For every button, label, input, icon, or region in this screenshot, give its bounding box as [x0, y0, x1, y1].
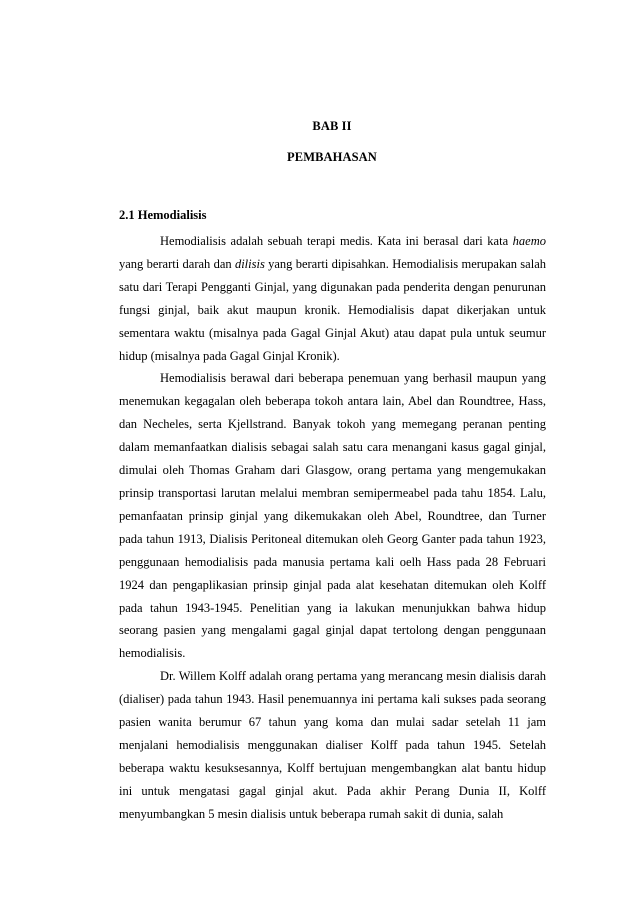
paragraph-text-segment: Hemodialisis adalah sebuah terapi medis. Kata ini berasal dari kata	[160, 234, 513, 248]
paragraph-definition	[119, 230, 546, 367]
paragraph-history: Hemodialisis berawal dari beberapa penemuan yang berhasil maupun yang menemukan kegagalan oleh beberapa tokoh antara lain, Abel dan Roundtree, Hass, dan Necheles, serta Kjellstrand. Banyak tokoh yang memegang peranan penting dalam memanfaatkan dialisis sebagai salah satu cara menangani kasus gagal ginjal, dimulai oleh Thomas Graham dari Glasgow, orang pertama yang mengemukakan prinsip transportasi larutan melalui membran semipermeabel pada tahu 1854. Lalu, pemanfaatan prinsip ginjal yang dikemukakan oleh Abel, Roundtree, dan Turner pada tahun 1913, Dialisis Peritoneal ditemukan oleh Georg Ganter pada tahun 1923, penggunaan hemodialisis pada manusia pertama kali oelh Hass pada 28 Februari 1924 dan pengaplikasian prinsip ginjal pada alat kesehatan ditemukan oleh Kolff pada tahun 1943-1945. Penelitian yang ia lakukan menunjukkan bahwa hidup seorang pasien yang mengalami gagal ginjal dapat tertolong dengan penggunaan hemodialisis.	[119, 371, 546, 661]
section-heading: 2.1 Hemodialisis	[119, 208, 207, 222]
italic-term-haemo: haemo	[512, 234, 546, 248]
paragraph-text-segment: yang berarti dipisahkan. Hemodialisis merupakan salah satu dari Terapi Pengganti Ginjal, yang digunakan pada penderita dengan penurunan fungsi ginjal, baik akut maupun kronik. Hemodialisis dapat dikerjakan untuk sementara waktu (misalnya pada Gagal Ginjal Akut) atau dapat pula untuk seumur hidup (misalnya pada Gagal Ginjal Kronik).	[119, 256, 546, 363]
italic-term-dilisis: dilisis	[234, 256, 265, 271]
body-text	[119, 230, 546, 826]
paragraph-kolff: Dr. Willem Kolff adalah orang pertama yang merancang mesin dialisis darah (dialiser) pada tahun 1943. Hasil penemuannya ini pertama kali sukses pada seorang pasien wanita berumur 67 tahun yang koma dan mulai sadar setelah 11 jam menjalani hemodialisis menggunakan dialiser Kolff pada tahun 1945. Setelah beberapa waktu kesuksesannya, Kolff bertujuan mengembangkan alat bantu hidup ini untuk mengatasi gagal ginjal akut. Pada akhir Perang Dunia II, Kolff menyumbangkan 5 mesin dialisis untuk beberapa rumah sakit di dunia, salah	[119, 669, 546, 821]
chapter-title: PEMBAHASAN	[287, 150, 377, 164]
chapter-number: BAB II	[312, 119, 352, 133]
paragraph-text-segment: yang berarti darah dan	[119, 256, 235, 271]
